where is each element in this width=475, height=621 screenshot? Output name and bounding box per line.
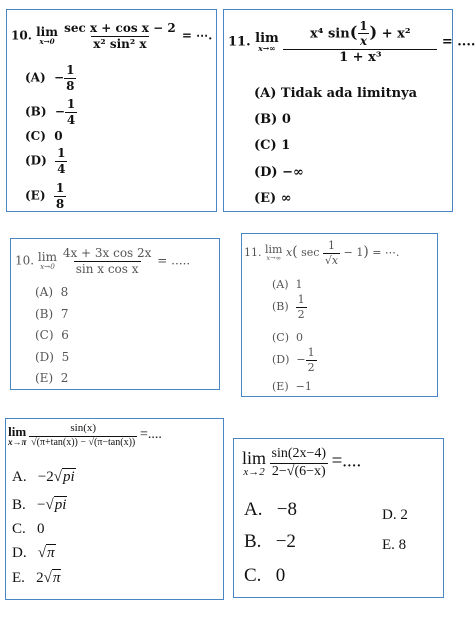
option-d[interactable]: (D) −∞ (254, 165, 304, 180)
denominator: √(π+tan(x)) − √(π−tan(x)) (31, 436, 136, 448)
option-b[interactable]: B. −√pi (12, 497, 67, 513)
limit-operator: lim x→π (8, 423, 27, 447)
option-d[interactable]: (D) $\frac{1}{4}$ (25, 146, 66, 176)
option-d[interactable]: (D) − $\frac{1}{2}$ (272, 346, 315, 374)
question-card-2 (223, 9, 475, 212)
equals-dots: = ⋯. (372, 246, 400, 260)
denominator: 2−√(6−x) (271, 463, 326, 479)
option-a[interactable]: (A) Tidak ada limitnya (254, 86, 418, 101)
equals-dots: = .... (441, 34, 475, 50)
option-c[interactable]: C. 0 (244, 565, 286, 586)
denominator: 1 + x³ (283, 49, 437, 65)
option-b[interactable]: (B) 0 (254, 112, 291, 127)
option-d[interactable]: D. √π (12, 545, 55, 561)
fraction: $\frac{1}{√x}$ (324, 239, 339, 267)
numerator: x⁴ sin( $\frac{1}{x}$ ) + x² (310, 19, 411, 49)
option-a[interactable]: A. −2√pi (12, 469, 75, 485)
option-a[interactable]: (A) − $\frac{1}{8}$ (25, 63, 75, 93)
fraction (61, 247, 154, 275)
equals-dots: = ⋯. (181, 28, 213, 43)
question-card-1 (6, 9, 217, 212)
option-c[interactable]: (C) 0 (25, 129, 63, 143)
option-b[interactable]: (B) $\frac{1}{2}$ (272, 293, 305, 321)
question-number: 10. (15, 253, 35, 268)
fraction (283, 20, 437, 64)
limit-operator: lim x→∞ (265, 243, 283, 263)
option-c[interactable]: (C) 1 (254, 138, 291, 153)
option-e[interactable]: E. 2√π (12, 570, 61, 586)
equals-dots: = ..... (157, 253, 191, 268)
numerator: sec x + cos x − 2 (64, 21, 176, 35)
option-e[interactable]: (E) ∞ (254, 191, 292, 206)
question-4-formula: 11. lim x→∞ x( sec $\frac{1}{√x}$ − 1) = ⋯. (244, 239, 400, 267)
option-e[interactable]: (E) $\frac{1}{8}$ (25, 181, 65, 211)
question-5-formula (8, 423, 162, 448)
question-card-3 (10, 238, 220, 390)
option-a[interactable]: (A) 1 (272, 278, 303, 291)
numerator: 4x + 3x cos 2x (62, 246, 152, 260)
fraction (29, 423, 137, 448)
question-card-4 (241, 233, 438, 397)
option-d[interactable]: D. 2 (382, 507, 408, 523)
question-number: 11. (244, 246, 262, 260)
numerator: sin(2x−4) (271, 446, 327, 461)
option-b[interactable]: (B) 7 (35, 307, 69, 321)
question-number: 11. (228, 34, 251, 50)
option-e[interactable]: (E) −1 (272, 380, 312, 393)
option-c[interactable]: (C) 6 (35, 328, 69, 342)
option-a[interactable]: (A) 8 (35, 285, 69, 299)
question-card-5 (5, 418, 224, 600)
limit-operator: lim x→0 (37, 250, 57, 272)
option-c[interactable]: C. 0 (12, 521, 45, 537)
question-6-formula (242, 447, 361, 479)
question-number: 10. (11, 28, 32, 43)
limit-operator: lim x→∞ (255, 30, 279, 53)
question-2-formula (228, 20, 475, 64)
option-e[interactable]: (E) 2 (35, 371, 69, 385)
limit-operator: lim x→2 (242, 447, 267, 478)
equals-dots: =.... (140, 427, 162, 443)
option-e[interactable]: E. 8 (382, 537, 407, 553)
question-3-formula (15, 247, 190, 275)
numerator: sin(x) (70, 422, 97, 434)
denominator: sin x cos x (75, 261, 139, 276)
option-d[interactable]: (D) 5 (35, 350, 70, 364)
option-b[interactable]: B. −2 (244, 531, 296, 552)
equals-dots: =.... (331, 450, 362, 472)
limit-operator: lim x→0 (36, 25, 58, 47)
option-a[interactable]: A. −8 (244, 499, 297, 520)
question-card-6 (233, 438, 444, 598)
fraction (62, 22, 178, 50)
option-c[interactable]: (C) 0 (272, 331, 303, 344)
fraction (270, 447, 329, 479)
denominator: x² sin² x (93, 36, 147, 51)
option-b[interactable]: (B) − $\frac{1}{4}$ (25, 97, 76, 127)
question-1-formula (11, 22, 212, 50)
